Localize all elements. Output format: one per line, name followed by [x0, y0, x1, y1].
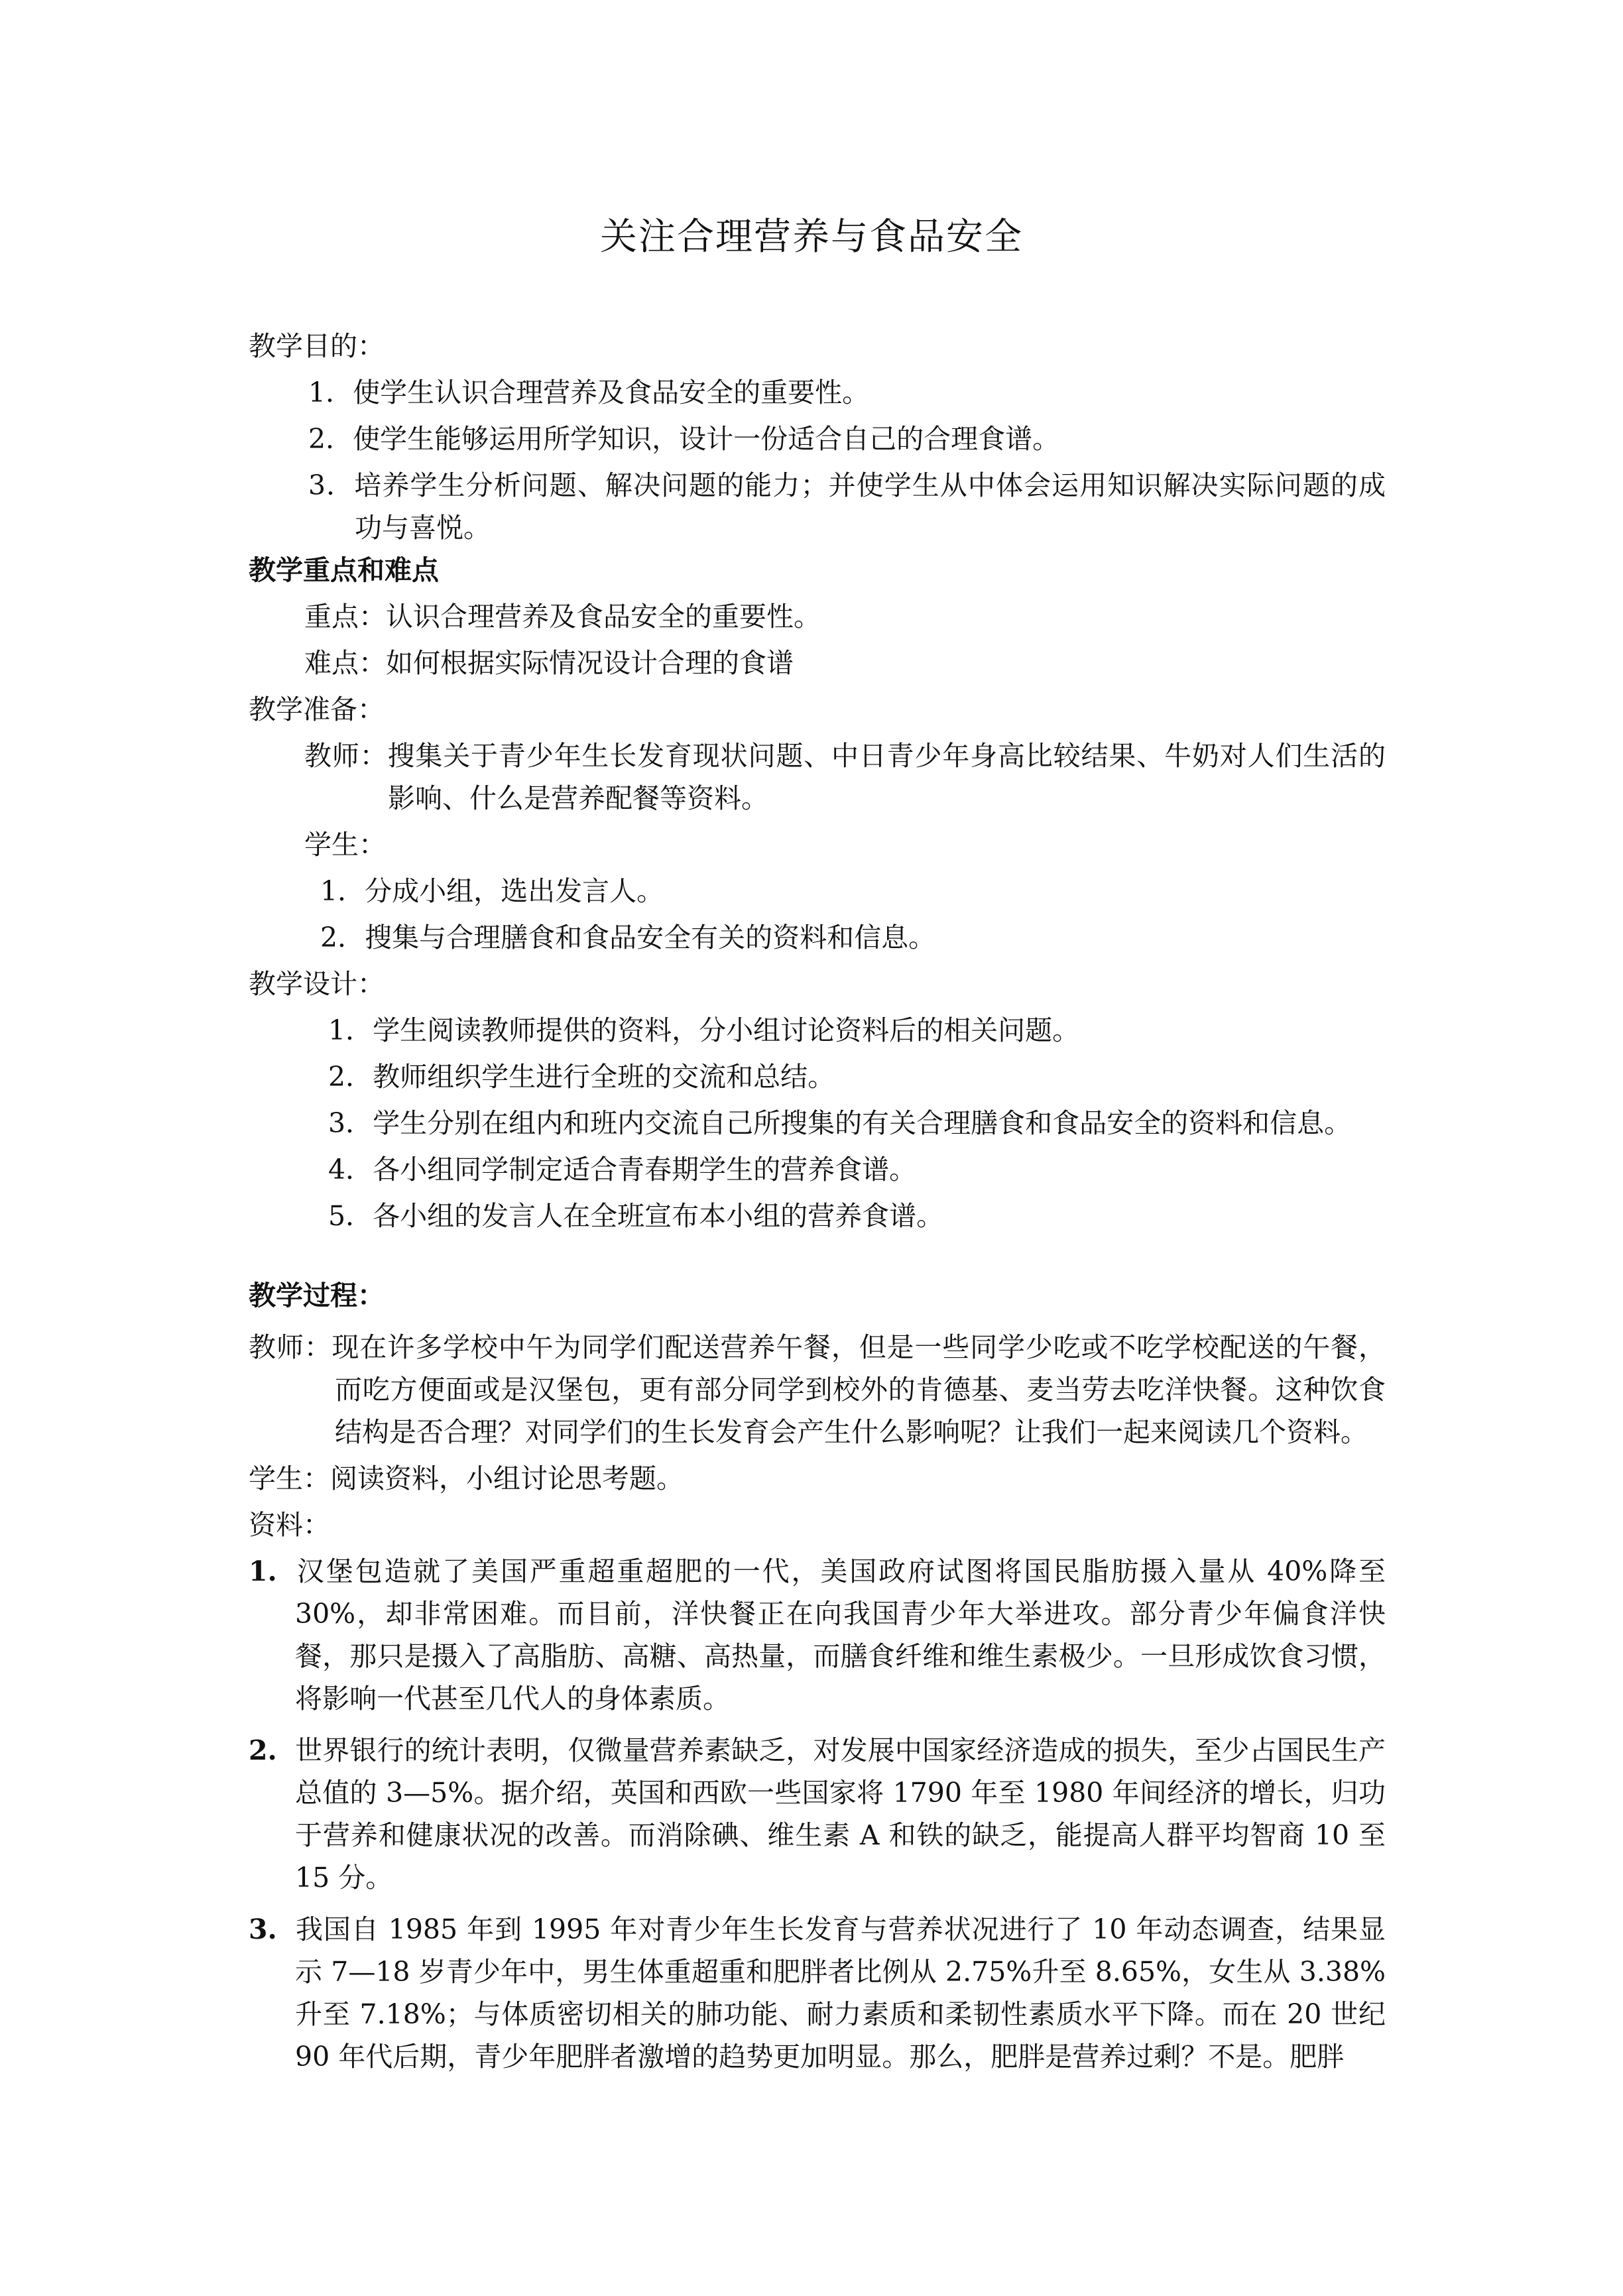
key-points-heading: 教学重点和难点	[249, 554, 439, 586]
objectives-heading: 教学目的：	[249, 330, 385, 362]
objective-item: 1．使学生认识合理营养及食品安全的重要性。	[308, 377, 870, 408]
preparation-heading: 教学准备：	[249, 694, 385, 725]
material-text: 世界银行的统计表明，仅微量营养素缺乏，对发展中国家经济造成的损失，至少占国民生产总值的 3—5%。据介绍，英国和西欧一些国家将 1790 年至 1980 年间经济的增长，归功于营养和健康状况的改善。而消除碘、维生素 A 和铁的缺乏，能提高人群平均智商 10 至 15 分。	[295, 1734, 1386, 1894]
material-item	[249, 1550, 1386, 1720]
design-item: 5．各小组的发言人在全班宣布本小组的营养食谱。	[328, 1200, 944, 1232]
objective-item: 3．培养学生分析问题、解决问题的能力；并使学生从中体会运用知识解决实际问题的成功与喜悦。	[308, 469, 1386, 544]
design-item: 1．学生阅读教师提供的资料，分小组讨论资料后的相关问题。	[328, 1014, 1080, 1046]
material-item	[249, 1908, 1386, 2078]
material-number: 3.	[249, 1913, 277, 1945]
difficulty-point: 难点：如何根据实际情况设计合理的食谱	[304, 647, 794, 679]
process-heading: 教学过程：	[249, 1280, 385, 1311]
student-preparation-label: 学生：	[304, 829, 386, 861]
teacher-speech: 教师：现在许多学校中午为同学们配送营养午餐，但是一些同学少吃或不吃学校配送的午餐，而吃方便面或是汉堡包，更有部分同学到校外的肯德基、麦当劳去吃洋快餐。这种饮食结构是否合理？对同学们的生长发育会产生什么影响呢？让我们一起来阅读几个资料。	[249, 1331, 1386, 1448]
student-activity: 学生：阅读资料，小组讨论思考题。	[249, 1463, 684, 1494]
document-body	[249, 325, 1386, 2078]
material-number: 1.	[249, 1555, 277, 1587]
design-item: 4．各小组同学制定适合青春期学生的营养食谱。	[328, 1154, 917, 1185]
student-preparation-item: 2．搜集与合理膳食和食品安全有关的资料和信息。	[320, 922, 936, 953]
focus-point: 重点：认识合理营养及食品安全的重要性。	[304, 601, 821, 633]
design-heading: 教学设计：	[249, 968, 385, 1000]
page-title: 关注合理营养与食品安全	[600, 215, 1023, 259]
material-text: 我国自 1985 年到 1995 年对青少年生长发育与营养状况进行了 10 年动态调查，结果显示 7—18 岁青少年中，男生体重超重和肥胖者比例从 2.75%升至 8.65%，女生从 3.38%升至 7.18%；与体质密切相关的肺功能、耐力素质和柔韧性素质水平下降。而在 20 世纪 90 年代后期，青少年肥胖者激增的趋势更加明显。那么，肥胖是营养过剩？不是。肥胖	[295, 1913, 1386, 2073]
material-item	[249, 1729, 1386, 1899]
materials-label: 资料：	[249, 1509, 330, 1541]
student-preparation-item: 1．分成小组，选出发言人。	[320, 875, 664, 907]
design-item: 3．学生分别在组内和班内交流自己所搜集的有关合理膳食和食品安全的资料和信息。	[328, 1107, 1352, 1139]
material-text: 汉堡包造就了美国严重超重超肥的一代，美国政府试图将国民脂肪摄入量从 40%降至 30%，却非常困难。而目前，洋快餐正在向我国青少年大举进攻。部分青少年偏食洋快餐，那只是摄入了高脂肪、高糖、高热量，而膳食纤维和维生素极少。一旦形成饮食习惯，将影响一代甚至几代人的身体素质。	[295, 1555, 1386, 1715]
objective-item: 2．使学生能够运用所学知识，设计一份适合自己的合理食谱。	[308, 423, 1060, 455]
teacher-preparation: 教师：搜集关于青少年生长发育现状问题、中日青少年身高比较结果、牛奶对人们生活的影响、什么是营养配餐等资料。	[304, 740, 1386, 814]
design-item: 2．教师组织学生进行全班的交流和总结。	[328, 1061, 835, 1093]
material-number: 2.	[249, 1734, 277, 1766]
